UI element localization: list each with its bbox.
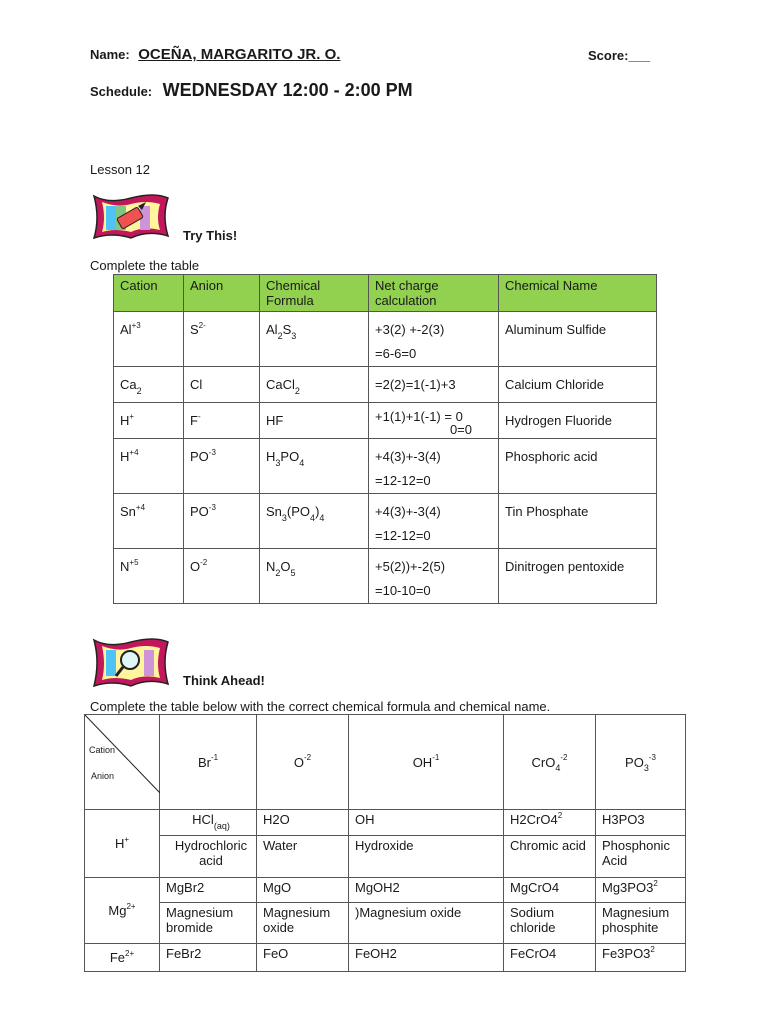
cell-calc: =2(2)=1(-1)+3 xyxy=(369,367,499,403)
table-row xyxy=(114,549,657,604)
name-label: Name: xyxy=(90,47,130,62)
cell-formula: $H2CrO4^2$ xyxy=(504,810,596,836)
cell-cation: $H^{+4}$ xyxy=(114,439,184,494)
col-header-cro4: CrO$_4^{-2}$ xyxy=(504,715,596,810)
table-row xyxy=(85,878,686,903)
row-header-fe: $Fe^{2+}$ xyxy=(85,944,160,972)
table-row xyxy=(114,367,657,403)
try-this-title: Try This! xyxy=(183,228,238,243)
cell-anion: F- xyxy=(184,403,260,439)
table-row xyxy=(85,903,686,944)
cell-name: Hydrochloric acid xyxy=(160,836,257,878)
cell-formula: $Sn_3(PO_4)_4$ xyxy=(260,494,369,549)
cell-formula: HF xyxy=(260,403,369,439)
cell-formula: H2O xyxy=(257,810,349,836)
cell-calc: +4(3)+-3(4) =12-12=0 xyxy=(369,494,499,549)
cell-name: Tin Phosphate xyxy=(499,494,657,549)
cell-formula: CaCl$_2$ xyxy=(260,367,369,403)
col-header-chem-name: Chemical Name xyxy=(499,275,657,312)
cell-cation: $N^{+5}$ xyxy=(114,549,184,604)
cell-anion: $PO^{-3}$ xyxy=(184,494,260,549)
pencil-clipart-icon xyxy=(88,192,174,247)
cell-formula: MgBr2 xyxy=(160,878,257,903)
cell-cation: $Al^{+3}$ xyxy=(114,312,184,367)
col-header-anion: Anion xyxy=(184,275,260,312)
try-this-instruction: Complete the table xyxy=(90,258,200,273)
table-row xyxy=(114,494,657,549)
cell-anion: Cl xyxy=(184,367,260,403)
score-label: Score:___ xyxy=(588,48,651,63)
cell-cation: $Ca_2$ xyxy=(114,367,184,403)
cell-formula: $Fe3PO3^2$ xyxy=(596,944,686,972)
cell-name: Sodium chloride xyxy=(504,903,596,944)
cell-cation: $Sn^{+4}$ xyxy=(114,494,184,549)
cell-formula: FeCrO4 xyxy=(504,944,596,972)
cell-cation: H+ xyxy=(114,403,184,439)
cell-calc: +3(2) +-2(3) =6-6=0 xyxy=(369,312,499,367)
cell-formula: HCl$_{(aq)}$ xyxy=(160,810,257,836)
name-row xyxy=(90,46,340,64)
cell-name: Magnesium phosphite xyxy=(596,903,686,944)
cell-name: Water xyxy=(257,836,349,878)
corner-anion-label: Anion xyxy=(91,771,115,781)
think-ahead-title: Think Ahead! xyxy=(183,673,265,688)
cell-formula: MgOH2 xyxy=(349,878,504,903)
cell-calc: +5(2))+-2(5) =10-10=0 xyxy=(369,549,499,604)
col-header-formula: Chemical Formula xyxy=(260,275,369,312)
cell-formula: $N_2O_5$ xyxy=(260,549,369,604)
name-value: OCEÑA, MARGARITO JR. O. xyxy=(138,46,341,63)
schedule-value: WEDNESDAY 12:00 - 2:00 PM xyxy=(162,80,413,100)
cell-formula: FeO xyxy=(257,944,349,972)
cell-calc: +1(1)+1(-1) = 0 0=0 xyxy=(369,403,499,439)
schedule-label: Schedule: xyxy=(90,84,153,99)
cell-formula: OH xyxy=(349,810,504,836)
cell-name: Phosphonic Acid xyxy=(596,836,686,878)
cell-name: Magnesium oxide xyxy=(257,903,349,944)
corner-cation-label: Cation xyxy=(89,745,116,755)
col-header-o: $O^{-2}$ xyxy=(257,715,349,810)
cell-anion: $O^{-2}$ xyxy=(184,549,260,604)
cell-anion: $PO^{-3}$ xyxy=(184,439,260,494)
cell-name: Hydrogen Fluoride xyxy=(499,403,657,439)
cell-name: Magnesium bromide xyxy=(160,903,257,944)
table-row xyxy=(114,312,657,367)
table-header-row xyxy=(85,715,686,810)
cell-anion: $S^{2-}$ xyxy=(184,312,260,367)
cell-name: Hydroxide xyxy=(349,836,504,878)
row-header-mg: $Mg^{2+}$ xyxy=(85,878,160,944)
schedule-row xyxy=(90,80,413,101)
cell-formula: $Mg3PO3^2$ xyxy=(596,878,686,903)
magnifier-clipart-icon xyxy=(88,634,174,695)
cell-formula: MgCrO4 xyxy=(504,878,596,903)
cell-formula: FeBr2 xyxy=(160,944,257,972)
col-header-oh: $OH^{-1}$ xyxy=(349,715,504,810)
col-header-net-charge: Net charge calculation xyxy=(369,275,499,312)
col-header-po3: $PO_3^{-3}$ xyxy=(596,715,686,810)
table-row xyxy=(85,944,686,972)
cell-formula: $Al_2S_3$ xyxy=(260,312,369,367)
table-row xyxy=(85,836,686,878)
cell-name: Dinitrogen pentoxide xyxy=(499,549,657,604)
cell-formula: $H_3PO_4$ xyxy=(260,439,369,494)
cell-name: Phosphoric acid xyxy=(499,439,657,494)
cell-formula: FeOH2 xyxy=(349,944,504,972)
cell-name: Aluminum Sulfide xyxy=(499,312,657,367)
diagonal-line xyxy=(85,715,160,810)
cell-formula: H3PO3 xyxy=(596,810,686,836)
row-header-h: H+ xyxy=(85,810,160,878)
cell-formula: MgO xyxy=(257,878,349,903)
table-row xyxy=(114,403,657,439)
cell-name: Calcium Chloride xyxy=(499,367,657,403)
think-ahead-instruction: Complete the table below with the correct chemical formula and chemical name. xyxy=(90,699,551,714)
corner-header xyxy=(85,715,160,810)
think-ahead-table xyxy=(84,714,686,972)
table-row xyxy=(85,810,686,836)
cell-calc: +4(3)+-3(4) =12-12=0 xyxy=(369,439,499,494)
try-this-table xyxy=(113,274,657,604)
cell-name: Chromic acid xyxy=(504,836,596,878)
col-header-br: $Br^{-1}$ xyxy=(160,715,257,810)
lesson-label: Lesson 12 xyxy=(90,162,150,177)
cell-name: )Magnesium oxide xyxy=(349,903,504,944)
table-header-row xyxy=(114,275,657,312)
col-header-cation: Cation xyxy=(114,275,184,312)
table-row xyxy=(114,439,657,494)
